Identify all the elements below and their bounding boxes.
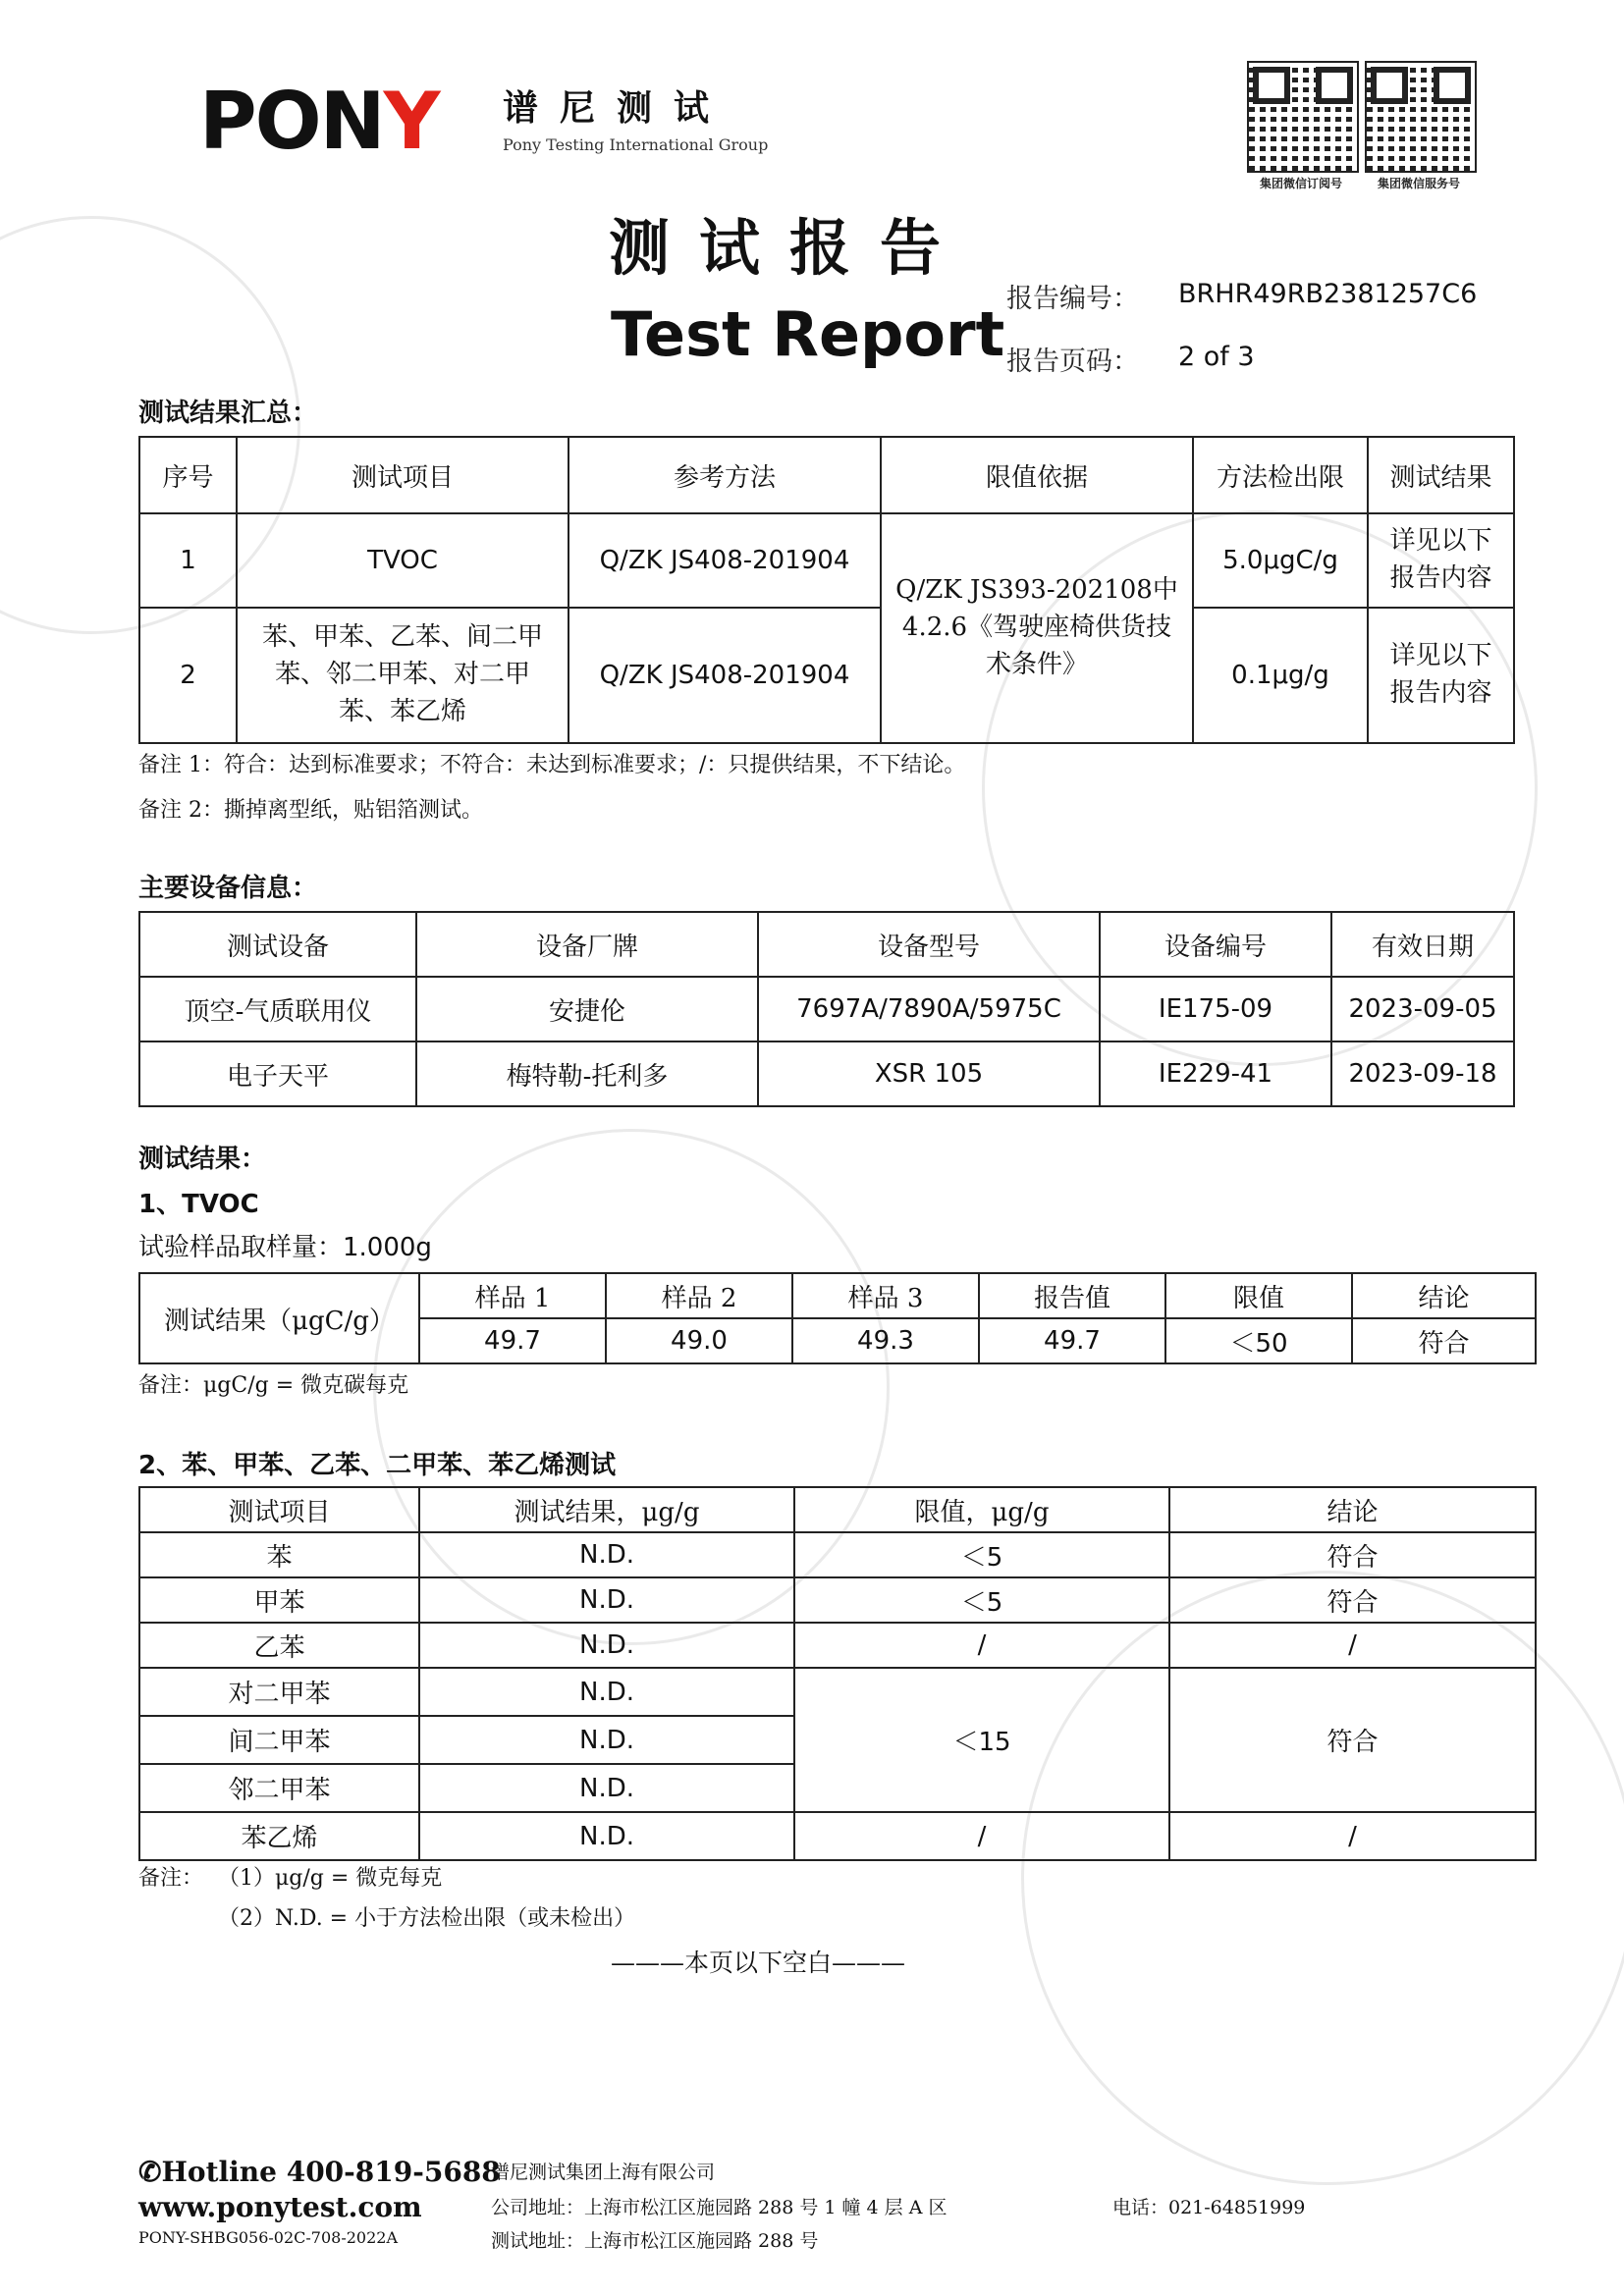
tvoc-heading: 1、TVOC: [138, 1190, 259, 1219]
voc-note-label: 备注：: [138, 1866, 204, 1891]
header-conclusion: 结论: [1169, 1487, 1536, 1532]
cell-test-result: N.D.: [419, 1812, 794, 1860]
cell-item: TVOC: [237, 513, 568, 608]
header-brand: 设备厂牌: [416, 912, 758, 977]
logo-chinese-name: 谱尼测试: [503, 87, 731, 129]
report-number-label: 报告编号：: [1006, 284, 1139, 314]
footer-company: 谱尼测试集团上海有限公司: [491, 2162, 716, 2183]
qr-code-subscription-icon: [1247, 61, 1359, 173]
cell-valid-date: 2023-09-18: [1331, 1041, 1514, 1106]
header-limit: 限值，μg/g: [794, 1487, 1169, 1532]
cell-sample-1: 49.7: [419, 1318, 606, 1363]
report-number: BRHR49RB2381257C6: [1178, 279, 1478, 309]
summary-note-1: 备注 1：符合：达到标准要求；不符合：未达到标准要求；/：只提供结果，不下结论。: [138, 753, 966, 777]
cell-limit: /: [794, 1623, 1169, 1668]
table-row: [139, 1623, 1536, 1668]
voc-heading: 2、苯、甲苯、乙苯、二甲苯、苯乙烯测试: [138, 1451, 617, 1480]
cell-limit: /: [794, 1812, 1169, 1860]
table-row: [139, 1577, 1536, 1623]
cell-conclusion: 符合: [1169, 1577, 1536, 1623]
cell-report-value: 49.7: [979, 1318, 1165, 1363]
page-label: 报告页码：: [1006, 347, 1139, 377]
header-method: 参考方法: [568, 437, 881, 513]
cell-lod: 5.0μgC/g: [1193, 513, 1368, 608]
tvoc-table: [138, 1272, 1537, 1364]
table-row: [139, 1041, 1514, 1106]
voc-table: [138, 1486, 1537, 1861]
header-sample-2: 样品 2: [606, 1273, 792, 1318]
tvoc-row-label: 测试结果（μgC/g）: [139, 1273, 419, 1363]
table-row: [139, 1812, 1536, 1860]
cell-test-result: N.D.: [419, 1532, 794, 1577]
cell-conclusion: /: [1169, 1812, 1536, 1860]
header-limit: 限值: [1165, 1273, 1352, 1318]
cell-test-item: 苯乙烯: [139, 1812, 419, 1860]
summary-note-2: 备注 2：撕掉离型纸，贴铝箔测试。: [138, 798, 483, 823]
header-sample-1: 样品 1: [419, 1273, 606, 1318]
cell-xylene-limit: ＜15: [794, 1668, 1169, 1812]
cell-test-result: N.D.: [419, 1764, 794, 1812]
summary-title: 测试结果汇总：: [138, 399, 318, 428]
cell-model: XSR 105: [758, 1041, 1100, 1106]
cell-conclusion: 符合: [1169, 1532, 1536, 1577]
cell-test-item: 邻二甲苯: [139, 1764, 419, 1812]
cell-method: Q/ZK JS408-201904: [568, 608, 881, 743]
cell-no: 1: [139, 513, 237, 608]
cell-limit-basis: Q/ZK JS393-202108中 4.2.6《驾驶座椅供货技术条件》: [881, 513, 1193, 743]
end-of-page-line: ———本页以下空白———: [611, 1949, 906, 1977]
cell-sample-3: 49.3: [792, 1318, 979, 1363]
cell-limit: ＜50: [1165, 1318, 1352, 1363]
cell-test-result: N.D.: [419, 1716, 794, 1764]
equipment-table: [138, 911, 1515, 1107]
summary-table: [138, 436, 1515, 744]
header-test-result: 测试结果，μg/g: [419, 1487, 794, 1532]
cell-test-item: 苯: [139, 1532, 419, 1577]
table-row: [139, 513, 1514, 608]
tvoc-sample-mass: 试验样品取样量：1.000g: [138, 1233, 432, 1262]
cell-xylene-conclusion: 符合: [1169, 1668, 1536, 1812]
report-title-chinese: 测试报告: [609, 212, 971, 284]
footer-document-code: PONY-SHBG056-02C-708-2022A: [138, 2228, 399, 2247]
header-sample-3: 样品 3: [792, 1273, 979, 1318]
footer-phone: 电话：021-64851999: [1112, 2197, 1306, 2218]
header-model: 设备型号: [758, 912, 1100, 977]
cell-item: 苯、甲苯、乙苯、间二甲苯、邻二甲苯、对二甲苯、苯乙烯: [237, 608, 568, 743]
cell-result: 详见以下报告内容: [1368, 608, 1514, 743]
cell-test-result: N.D.: [419, 1577, 794, 1623]
equipment-title: 主要设备信息：: [138, 874, 318, 903]
voc-note-1: （1）μg/g = 微克每克: [218, 1866, 443, 1891]
cell-device: 电子天平: [139, 1041, 416, 1106]
header-report-value: 报告值: [979, 1273, 1165, 1318]
cell-test-item: 对二甲苯: [139, 1668, 419, 1716]
qr-code-service-icon: [1365, 61, 1477, 173]
header-item: 测试项目: [237, 437, 568, 513]
footer-address: 公司地址：上海市松江区施园路 288 号 1 幢 4 层 A 区: [491, 2197, 947, 2218]
table-header-row: [139, 1487, 1536, 1532]
report-title-english: Test Report: [611, 298, 1005, 370]
table-row: [139, 1668, 1536, 1716]
header-test-item: 测试项目: [139, 1487, 419, 1532]
qr-label-service: 集团微信服务号: [1377, 177, 1460, 190]
table-header-row: [139, 437, 1514, 513]
cell-test-item: 乙苯: [139, 1623, 419, 1668]
header-device-id: 设备编号: [1100, 912, 1331, 977]
cell-valid-date: 2023-09-05: [1331, 977, 1514, 1041]
table-header-row: [139, 1273, 1536, 1318]
company-logo: PONY: [199, 76, 439, 167]
header-lod: 方法检出限: [1193, 437, 1368, 513]
qr-label-subscription: 集团微信订阅号: [1259, 177, 1342, 190]
logo-english-name: Pony Testing International Group: [503, 135, 769, 154]
header-limit-basis: 限值依据: [881, 437, 1193, 513]
tvoc-note: 备注：μgC/g = 微克碳每克: [138, 1373, 409, 1398]
footer-test-address: 测试地址：上海市松江区施园路 288 号: [491, 2230, 819, 2252]
header-conclusion: 结论: [1352, 1273, 1536, 1318]
table-header-row: [139, 912, 1514, 977]
cell-device-id: IE175-09: [1100, 977, 1331, 1041]
cell-test-result: N.D.: [419, 1668, 794, 1716]
cell-method: Q/ZK JS408-201904: [568, 513, 881, 608]
cell-no: 2: [139, 608, 237, 743]
cell-device: 顶空-气质联用仪: [139, 977, 416, 1041]
header-valid-date: 有效日期: [1331, 912, 1514, 977]
cell-result: 详见以下报告内容: [1368, 513, 1514, 608]
page-number: 2 of 3: [1178, 342, 1255, 372]
header-no: 序号: [139, 437, 237, 513]
voc-note-2: （2）N.D. = 小于方法检出限（或未检出）: [218, 1906, 636, 1931]
table-row: [139, 1532, 1536, 1577]
cell-test-item: 间二甲苯: [139, 1716, 419, 1764]
cell-conclusion: 符合: [1352, 1318, 1536, 1363]
cell-test-item: 甲苯: [139, 1577, 419, 1623]
header-result: 测试结果: [1368, 437, 1514, 513]
cell-brand: 安捷伦: [416, 977, 758, 1041]
cell-brand: 梅特勒-托利多: [416, 1041, 758, 1106]
results-title: 测试结果：: [138, 1145, 267, 1174]
cell-test-result: N.D.: [419, 1623, 794, 1668]
header-device: 测试设备: [139, 912, 416, 977]
cell-sample-2: 49.0: [606, 1318, 792, 1363]
footer-website[interactable]: www.ponytest.com: [138, 2191, 422, 2223]
cell-device-id: IE229-41: [1100, 1041, 1331, 1106]
cell-conclusion: /: [1169, 1623, 1536, 1668]
table-row: [139, 977, 1514, 1041]
table-row: [139, 608, 1514, 743]
cell-limit: ＜5: [794, 1532, 1169, 1577]
cell-limit: ＜5: [794, 1577, 1169, 1623]
cell-model: 7697A/7890A/5975C: [758, 977, 1100, 1041]
footer-hotline: ✆Hotline 400-819-5688: [138, 2156, 501, 2188]
cell-lod: 0.1μg/g: [1193, 608, 1368, 743]
